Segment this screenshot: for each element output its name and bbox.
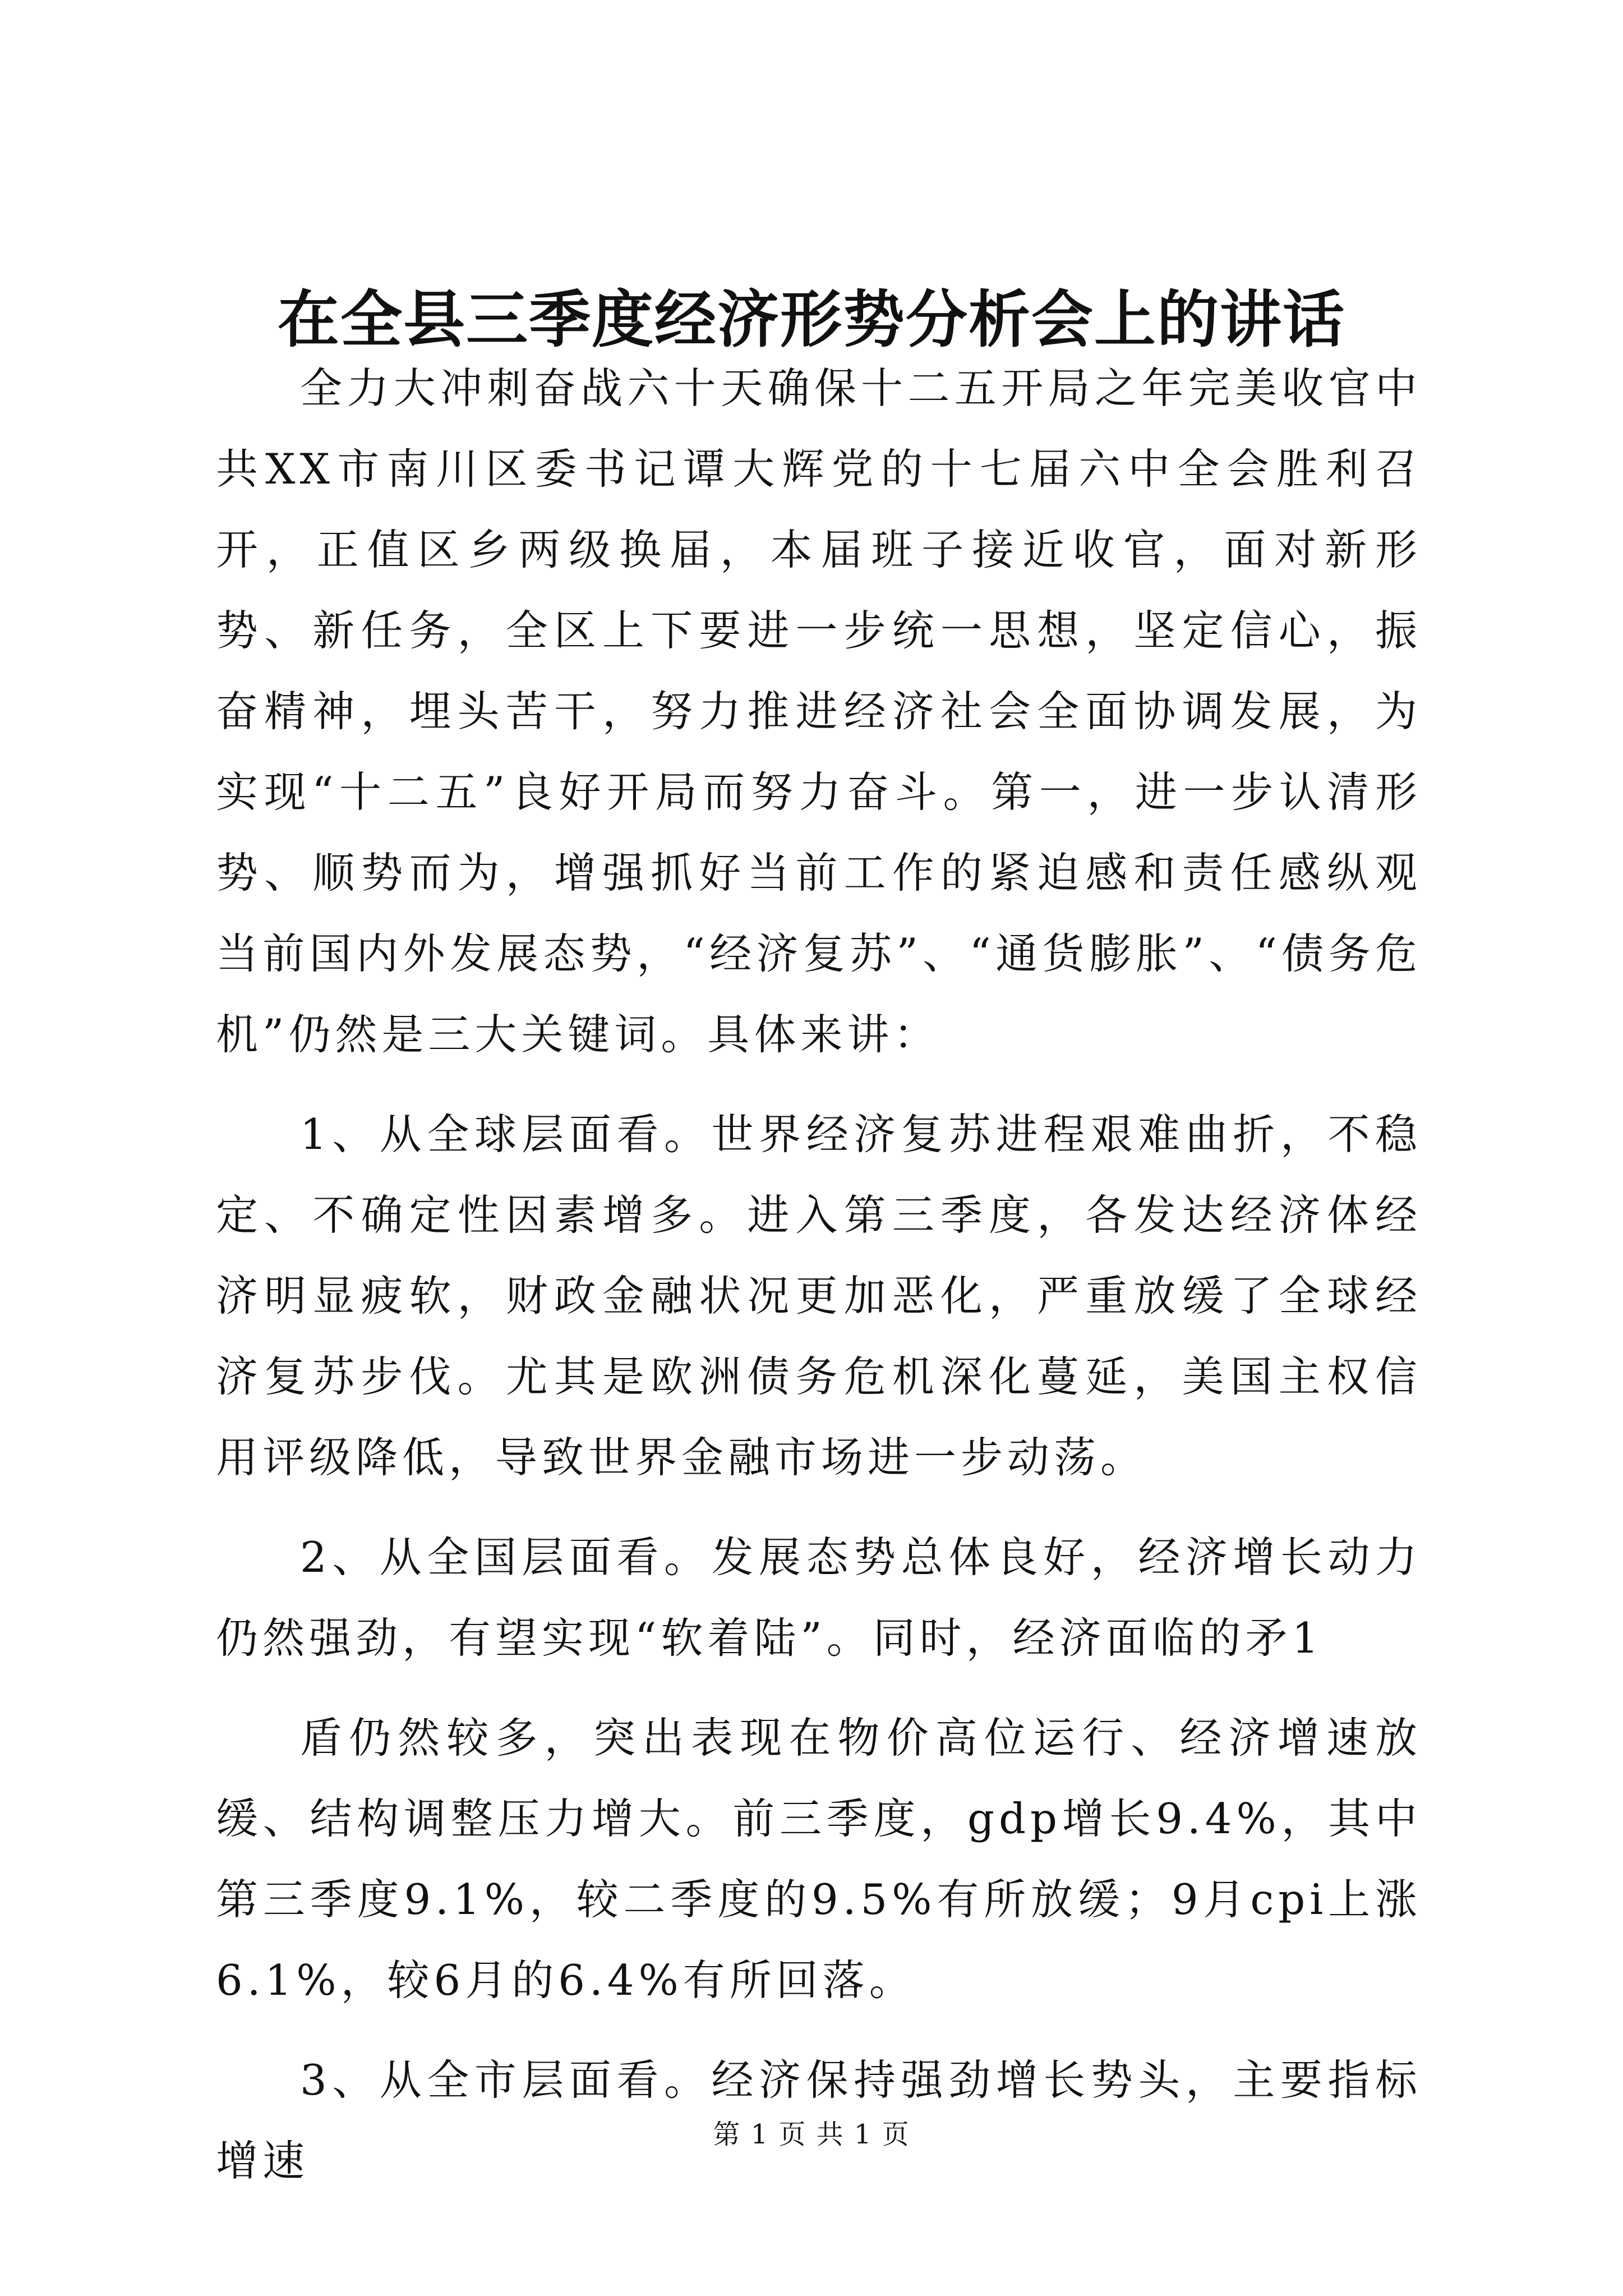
paragraph-intro: 全力大冲刺奋战六十天确保十二五开局之年完美收官中共XX市南川区委书记谭大辉党的十七届六中全会胜利召开，正值区乡两级换届，本届班子接近收官，面对新形势、新任务，全区上下要进一步统一思想，坚定信心，振奋精神，埋头苦干，努力推进经济社会全面协调发展，为实现“十二五”良好开局而努力奋斗。第一，进一步认清形势、顺势而为，增强抓好当前工作的紧迫感和责任感纵观当前国内外发展态势，“经济复苏”、“通货膨胀”、“债务危机”仍然是三大关键词。具体来讲： (216, 364, 1422, 1059)
paragraph-national-continued: 盾仍然较多，突出表现在物价高位运行、经济增速放缓、结构调整压力增大。前三季度，gdp增长9.4%，其中第三季度9.1%，较二季度的9.5%有所放缓；9月cpi上涨6.1%，较6月的6.4%有所回落。 (216, 1713, 1422, 2005)
document-body (216, 348, 1422, 2201)
page-footer: 第 1 页 共 1 页 (713, 2119, 910, 2150)
paragraph-global: 1、从全球层面看。世界经济复苏进程艰难曲折，不稳定、不确定性因素增多。进入第三季度，各发达经济体经济明显疲软，财政金融状况更加恶化，严重放缓了全球经济复苏步伐。尤其是欧洲债务危机深化蔓延，美国主权信用评级降低，导致世界金融市场进一步动荡。 (216, 1110, 1422, 1482)
paragraph-national: 2、从全国层面看。发展态势总体良好，经济增长动力仍然强劲，有望实现“软着陆”。同时，经济面临的矛1 (216, 1533, 1422, 1663)
document-title: 在全县三季度经济形势分析会上的讲话 (278, 283, 1345, 356)
paragraph-municipal: 3、从全市层面看。经济保持强劲增长势头，主要指标增速 (216, 2055, 1422, 2185)
